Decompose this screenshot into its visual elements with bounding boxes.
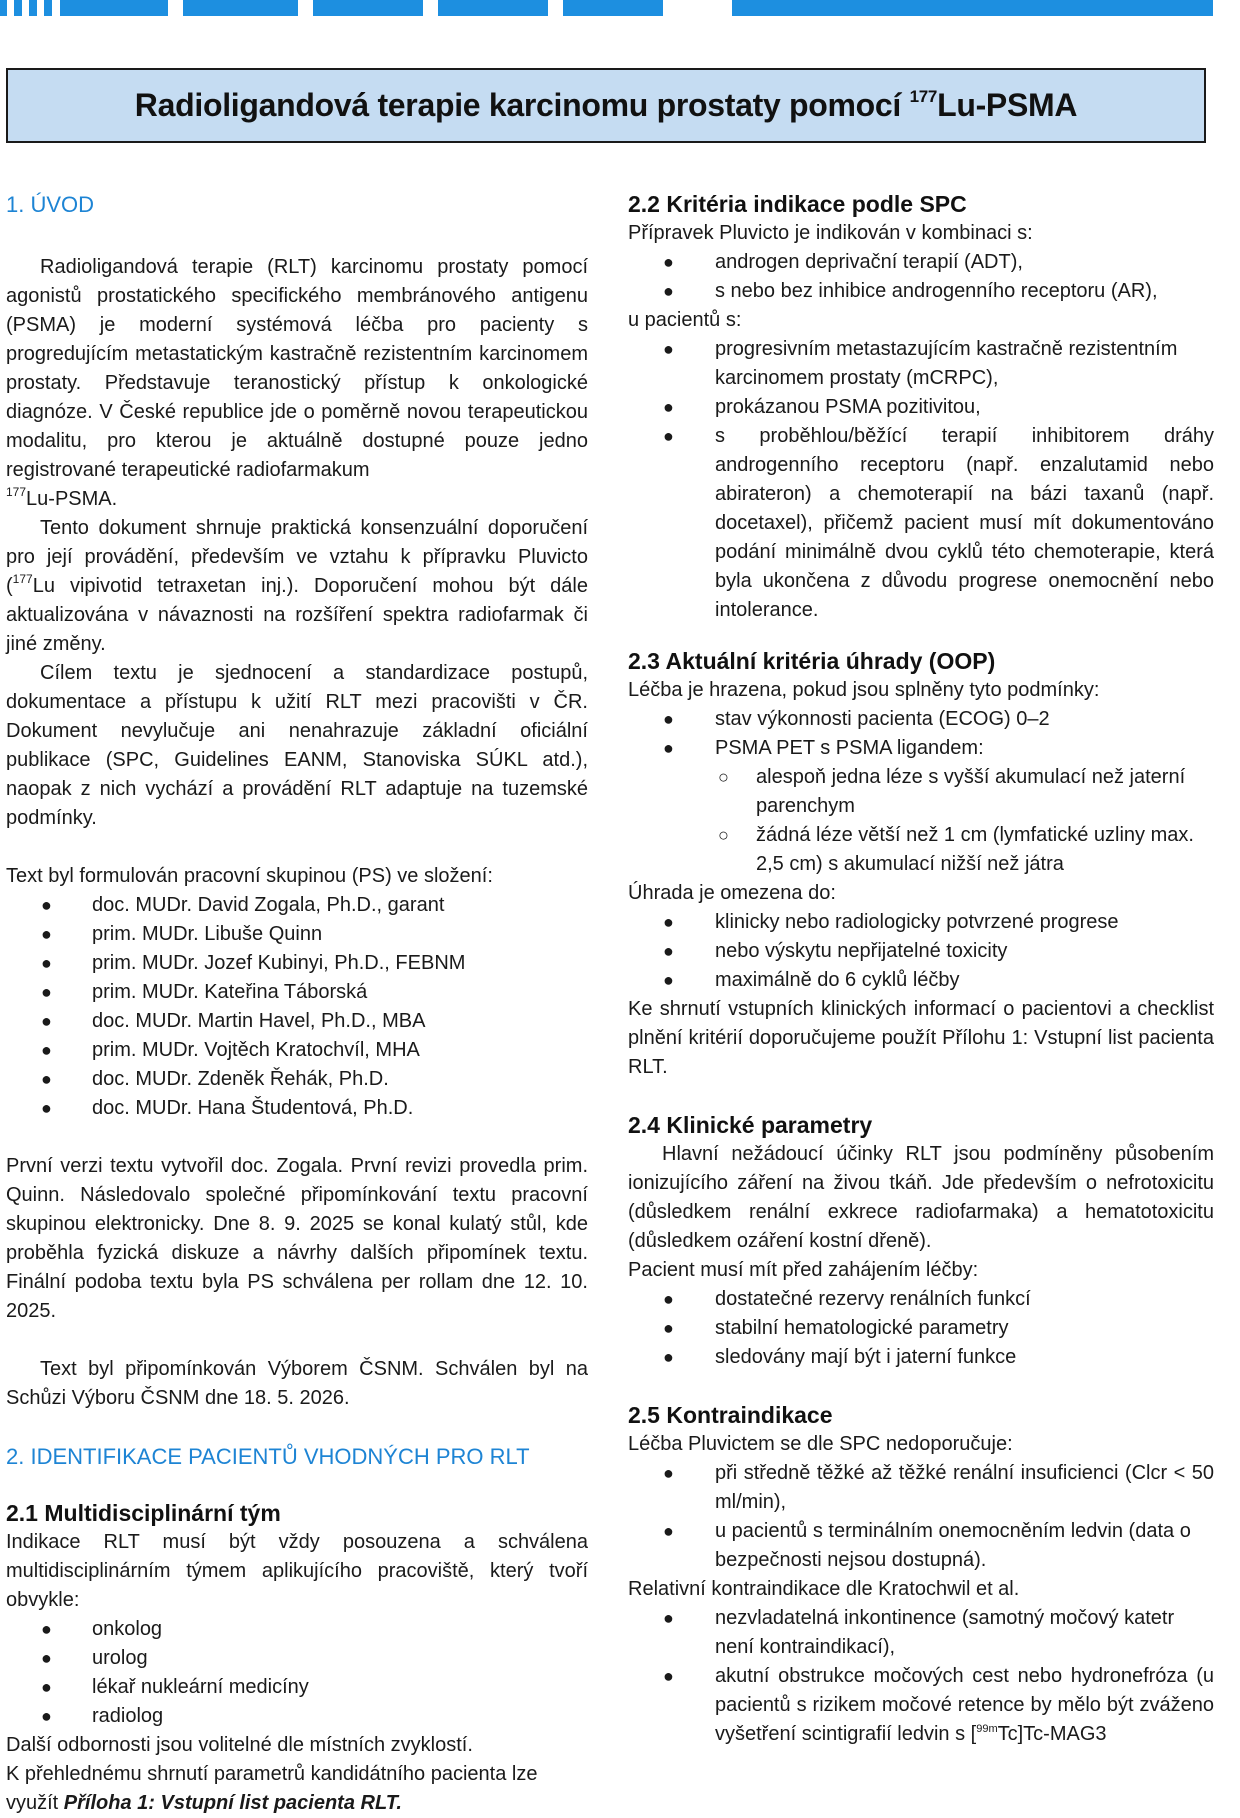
list-item: ● stav výkonnosti pacienta (ECOG) 0–2 (663, 708, 1050, 730)
spc-intro: Přípravek Pluvicto je indikován v kombinaci s: (628, 222, 1033, 244)
list-item: ● s nebo bez inhibice androgenního receptoru (AR), (663, 280, 1158, 302)
working-group-intro: Text byl formulován pracovní skupinou (PS) ve složení: (6, 865, 493, 887)
list-item: ● androgen deprivační terapií (ADT), (663, 251, 1023, 273)
intro-paragraph-3: Cílem textu je sjednocení a standardizace postupů, dokumentace a přístupu k užití RLT mezi pracovišti v ČR. Dokument nevylučuje ani nenahrazuje základní oficiální publikace (SPC, Guidelines EANM, Stanoviska SÚKL atd.), naopak z nich vychází a provádění RLT adaptuje na tuzemské podmínky. (6, 662, 588, 829)
list-item: ● prim. MUDr. Kateřina Táborská (41, 981, 368, 1003)
spc-patients-list (628, 335, 1214, 625)
relative-contraindication-intro: Relativní kontraindikace dle Kratochwil et al. (628, 1578, 1020, 1600)
section-2-5-heading: 2.5 Kontraindikace (628, 1402, 833, 1428)
list-item: ● lékař nukleární medicíny (41, 1676, 309, 1698)
list-item: ● u pacientů s terminálním onemocněním ledvin (data o bezpečnosti nejsou dostupná). (663, 1520, 1191, 1571)
list-item: ● prim. MUDr. Vojtěch Kratochvíl, MHA (41, 1039, 420, 1061)
section-2-4-heading: 2.4 Klinické parametry (628, 1112, 873, 1138)
right-column (628, 190, 1214, 1749)
list-item: ● s proběhlou/běžící terapií inhibitorem dráhy androgenního receptoru (např. enzalutamid nebo abirateron) a chemoterapií na bázi taxanů (např. docetaxel), přičemž pacient musí mít dokumentováno podání minimálně dvou cyklů této chemoterapie, která byla ukončena z důvodu progrese onemocnění nebo intolerance. (663, 425, 1214, 621)
list-item: ● dostatečné rezervy renálních funkcí (663, 1288, 1031, 1310)
working-group-list (6, 891, 588, 1123)
list-item: ● nezvladatelná inkontinence (samotný močový katetr není kontraindikací), (663, 1607, 1175, 1658)
clinical-intro: Pacient musí mít před zahájením léčby: (628, 1259, 979, 1281)
list-item: ● maximálně do 6 cyklů léčby (663, 969, 960, 991)
section-2-heading: 2. IDENTIFIKACE PACIENTŮ VHODNÝCH PRO RLT (6, 1444, 530, 1469)
section-2-2-heading: 2.2 Kritéria indikace podle SPC (628, 191, 967, 217)
intro-paragraph-2: Tento dokument shrnuje praktická konsenzuální doporučení pro její provádění, především ve vztahu k přípravku Pluvicto ($^{177}$Lu vipivotid tetraxetan inj.). Doporučení mohou být dále aktualizována v návaznosti na rozšíření spektra radiofarmak či jiné změny. (6, 517, 588, 655)
list-item: ● radiolog (41, 1705, 164, 1727)
intro-paragraph-1: Radioligandová terapie (RLT) karcinomu prostaty pomocí agonistů prostatického specifického membránového antigenu (PSMA) je moderní systémová léčba pro pacienty s progredujícím metastatickým kastračně rezistentním karcinomem prostaty. Představuje teranostický přístup k onkologické diagnóze. V České republice jde o poměrně novou terapeutickou modalitu, pro kterou je aktuálně dostupné pouze jedno registrované terapeutické radiofarmakum $^{177}$Lu-PSMA. (6, 256, 588, 510)
list-item: ● při středně těžké až těžké renální insuficienci (Clcr < 50 ml/min), (663, 1462, 1214, 1513)
list-item: ● doc. MUDr. Hana Študentová, Ph.D. (41, 1097, 414, 1119)
reimbursement-limit-list (628, 908, 1214, 995)
checklist-paragraph: Ke shrnutí vstupních klinických informací o pacientovi a checklist plnění kritérií doporučujeme použít Přílohu 1: Vstupní list pacienta RLT. (628, 998, 1214, 1078)
list-item: ● prim. MUDr. Jozef Kubinyi, Ph.D., FEBNM (41, 952, 466, 974)
section-1-heading: 1. ÚVOD (6, 192, 95, 217)
list-item: ● akutní obstrukce močových cest nebo hydronefróza (u pacientů s rizikem močové retence by mělo být zváženo vyšetření scintigrafií ledvin s [$^{99m}$Tc]Tc-MAG3 (663, 1665, 1214, 1745)
list-item: ● onkolog (41, 1618, 163, 1640)
approval-paragraph: Text byl připomínkován Výborem ČSNM. Schválen byl na Schůzi Výboru ČSNM dne 18. 5. 2026. (6, 1358, 588, 1409)
list-item: ● progresivním metastazujícím kastračně rezistentním karcinomem prostaty (mCRPC), (663, 338, 1178, 389)
list-item: ○ alespoň jedna léze s vyšší akumulací než jaterní parenchym (718, 766, 1186, 817)
reimbursement-list (628, 705, 1214, 763)
pet-criteria-sublist (628, 763, 1214, 879)
section-2-1-heading: 2.1 Multidisciplinární tým (6, 1500, 281, 1526)
list-item: ● doc. MUDr. Zdeněk Řehák, Ph.D. (41, 1068, 389, 1090)
spc-combo-list (628, 248, 1214, 306)
list-item: ● doc. MUDr. Martin Havel, Ph.D., MBA (41, 1010, 426, 1032)
reimbursement-intro: Léčba je hrazena, pokud jsou splněny tyto podmínky: (628, 679, 1100, 701)
section-2-3-heading: 2.3 Aktuální kritéria úhrady (OOP) (628, 648, 996, 674)
list-item: ○ žádná léze větší než 1 cm (lymfatické uzliny max. 2,5 cm) s akumulací nižší než játra (718, 824, 1194, 875)
spc-patients-intro: u pacientů s: (628, 309, 742, 331)
clinical-paragraph: Hlavní nežádoucí účinky RLT jsou podmíněny působením ionizujícího záření na živou tkáň. Jde především o nefrotoxicitu (důsledkem renální exkrece radiofarmaka) a hematotoxicitu (důsledkem ozáření kostní dřeně). (628, 1143, 1214, 1252)
title-banner (6, 68, 1206, 143)
reimbursement-limit-intro: Úhrada je omezena do: (628, 882, 836, 904)
attachment-reference: K přehlednému shrnutí parametrů kandidátního pacienta lze využít Příloha 1: Vstupní list pacienta RLT. (6, 1763, 538, 1814)
list-item: ● prokázanou PSMA pozitivitou, (663, 396, 981, 418)
team-paragraph: Indikace RLT musí být vždy posouzena a schválena multidisciplinárním týmem aplikujícího pracoviště, který tvoří obvykle: (6, 1531, 588, 1611)
list-item: ● PSMA PET s PSMA ligandem: (663, 737, 984, 759)
list-item: ● nebo výskytu nepřijatelné toxicity (663, 940, 1008, 962)
optional-specialties: Další odbornosti jsou volitelné dle místních zvyklostí. (6, 1734, 473, 1756)
list-item: ● prim. MUDr. Libuše Quinn (41, 923, 323, 945)
list-item: ● stabilní hematologické parametry (663, 1317, 1009, 1339)
relative-contraindication-list (628, 1604, 1214, 1749)
left-column (6, 190, 588, 1818)
top-decorative-stripe (0, 0, 1240, 16)
clinical-list (628, 1285, 1214, 1372)
contraindication-intro: Léčba Pluvictem se dle SPC nedoporučuje: (628, 1433, 1013, 1455)
history-paragraph: První verzi textu vytvořil doc. Zogala. První revizi provedla prim. Quinn. Následovalo společné připomínkování textu pracovní skupinou elektronicky. Dne 8. 9. 2025 se konal kulatý stůl, kde proběhla fyzická diskuze a návrhy dalších připomínek textu. Finální podoba textu byla PS schválena per rollam dne 12. 10. 2025. (6, 1155, 588, 1322)
contraindication-list (628, 1459, 1214, 1575)
list-item: ● doc. MUDr. David Zogala, Ph.D., garant (41, 894, 445, 916)
page-title: Radioligandová terapie karcinomu prostaty pomocí $^{177}$Lu-PSMA (134, 87, 1078, 123)
list-item: ● sledovány mají být i jaterní funkce (663, 1346, 1017, 1368)
team-list (6, 1615, 588, 1731)
list-item: ● urolog (41, 1647, 148, 1669)
list-item: ● klinicky nebo radiologicky potvrzené progrese (663, 911, 1119, 933)
